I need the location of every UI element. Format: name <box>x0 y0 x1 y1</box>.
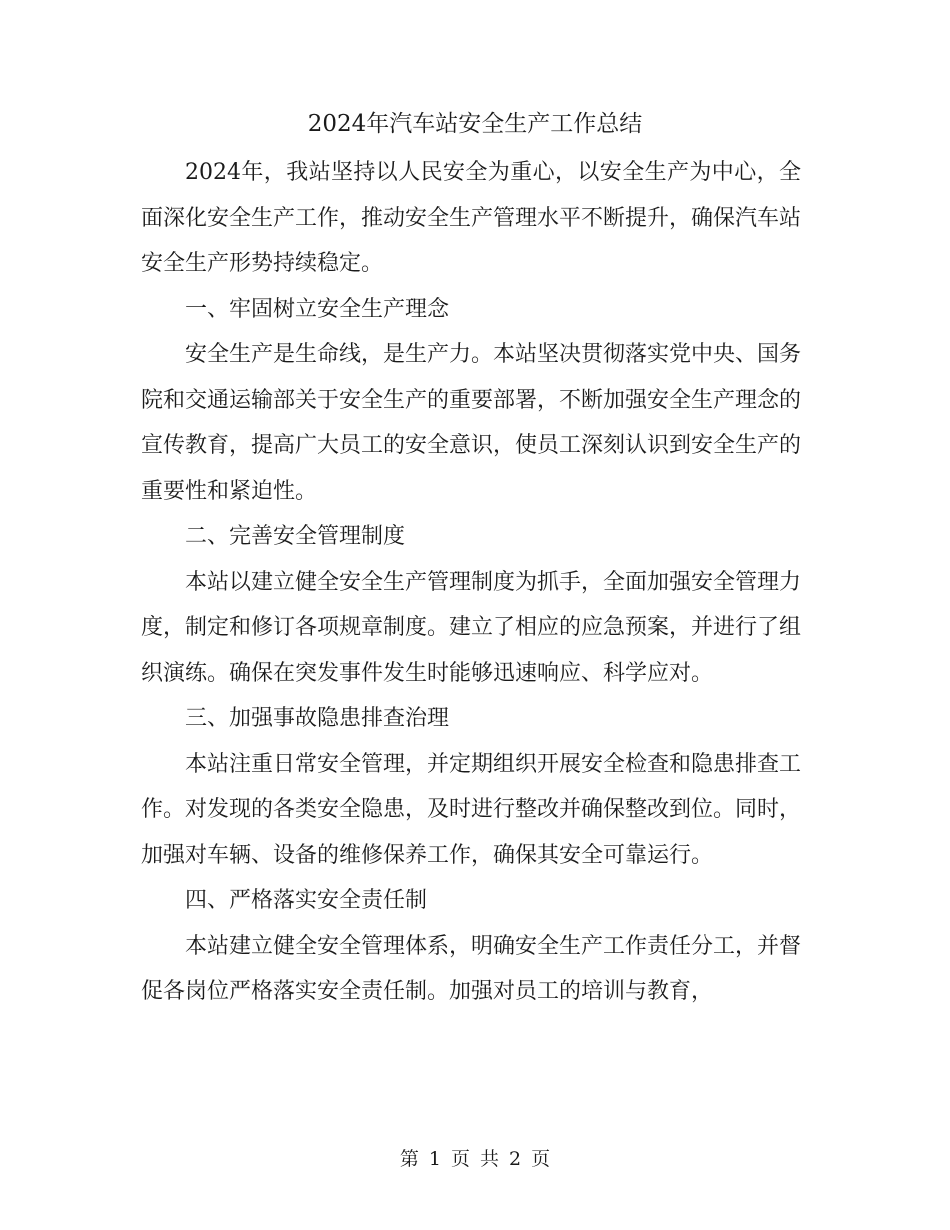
section-body-2: 本站以建立健全安全生产管理制度为抓手，全面加强安全管理力度，制定和修订各项规章制度。建立了相应的应急预案，并进行了组织演练。确保在突发事件发生时能够迅速响应、科学应对。 <box>141 569 802 686</box>
section-body-3: 本站注重日常安全管理，并定期组织开展安全检查和隐患排查工作。对发现的各类安全隐患，及时进行整改并确保整改到位。同时，加强对车辆、设备的维修保养工作，确保其安全可靠运行。 <box>141 751 802 868</box>
page-number-footer: 第 1 页 共 2 页 <box>399 1148 551 1170</box>
section-heading-2: 二、完善安全管理制度 <box>185 524 406 549</box>
section-body-1: 安全生产是生命线，是生产力。本站坚决贯彻落实党中央、国务院和交通运输部关于安全生产的重要部署，不断加强安全生产理念的宣传教育，提高广大员工的安全意识，使员工深刻认识到安全生产的重要性和紧迫性。 <box>141 342 802 504</box>
section-body-4: 本站建立健全安全管理体系，明确安全生产工作责任分工，并督促各岗位严格落实安全责任制。加强对员工的培训与教育， <box>141 933 802 1004</box>
section-heading-3: 三、加强事故隐患排查治理 <box>185 706 450 731</box>
intro-paragraph: 2024年，我站坚持以人民安全为重心，以安全生产为中心，全面深化安全生产工作，推动安全生产管理水平不断提升，确保汽车站安全生产形势持续稳定。 <box>141 160 802 276</box>
document-title: 2024年汽车站安全生产工作总结 <box>307 111 643 137</box>
section-heading-1: 一、牢固树立安全生产理念 <box>185 296 450 322</box>
document-body <box>141 150 801 1015</box>
section-heading-4: 四、严格落实安全责任制 <box>185 888 428 913</box>
